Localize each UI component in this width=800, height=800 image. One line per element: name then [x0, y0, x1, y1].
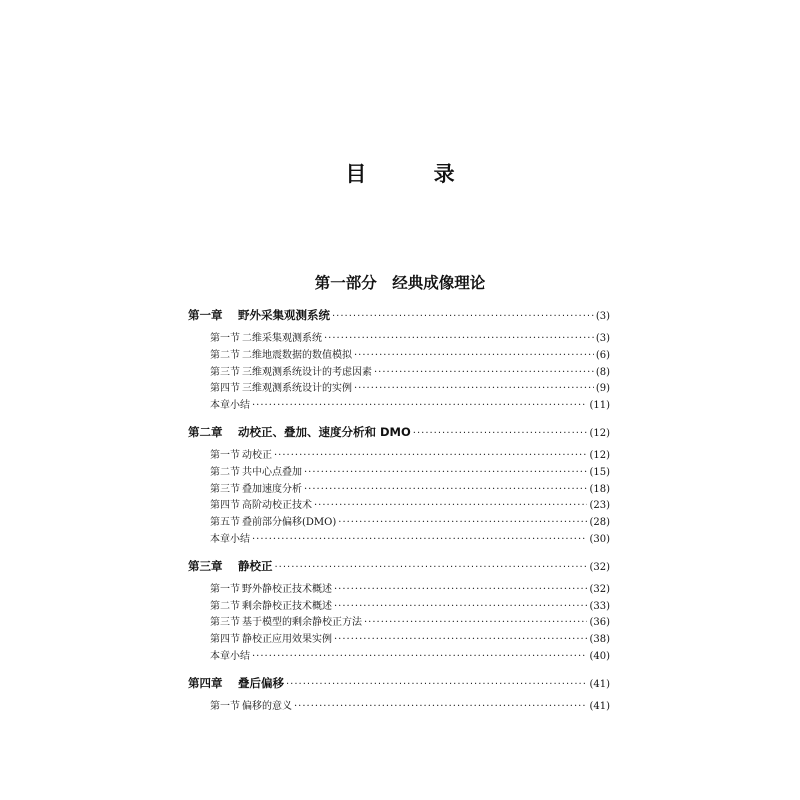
section-title: 本章小结 — [210, 400, 250, 412]
toc-section-entry[interactable] — [188, 398, 610, 415]
section-number: 第二节 — [210, 349, 240, 361]
section-number: 第一节 — [210, 333, 240, 344]
toc-chapter-entry[interactable] — [188, 421, 610, 443]
section-title: 三维观测系统设计的考虑因素 — [242, 366, 372, 378]
chapter-number: 第四章 — [188, 675, 223, 690]
page-number: (9) — [595, 383, 610, 395]
leader-dots — [286, 674, 587, 694]
section-title: 二维采集观测系统 — [242, 333, 322, 344]
section-number: 第一节 — [210, 700, 240, 712]
page-number: (40) — [589, 650, 610, 662]
page-number: (23) — [589, 500, 610, 512]
section-title: 静校正应用效果实例 — [242, 634, 332, 646]
leader-dots — [275, 557, 588, 577]
toc-section-entry[interactable] — [188, 599, 610, 616]
page-number: (32) — [589, 561, 610, 573]
leader-dots — [374, 365, 594, 382]
part-title: 第一部分 经典成像理论 — [314, 274, 486, 292]
page-number: (28) — [589, 517, 610, 529]
chapter-number: 第二章 — [188, 424, 223, 439]
section-number: 第五节 — [210, 517, 240, 529]
table-of-contents — [188, 304, 610, 716]
chapter-title: 静校正 — [238, 558, 273, 573]
page-number: (30) — [589, 533, 610, 545]
section-title: 本章小结 — [210, 650, 250, 662]
page-number: (33) — [589, 600, 610, 612]
leader-dots — [252, 398, 587, 415]
page-number: (41) — [589, 700, 610, 712]
chapter-number: 第三章 — [188, 558, 223, 573]
page-number: (15) — [589, 466, 610, 478]
page-number: (36) — [589, 617, 610, 629]
leader-dots — [354, 348, 594, 365]
chapter-title: 野外采集观测系统 — [238, 308, 330, 322]
toc-section-entry[interactable] — [188, 632, 610, 649]
toc-section-entry[interactable] — [188, 649, 610, 666]
page-number: (11) — [589, 400, 610, 412]
leader-dots — [252, 532, 587, 549]
section-title: 基于模型的剩余静校正方法 — [242, 617, 362, 629]
section-title: 叠前部分偏移(DMO) — [242, 517, 337, 529]
section-title: 剩余静校正技术概述 — [242, 600, 332, 612]
section-number: 第三节 — [210, 366, 240, 378]
section-number: 第一节 — [210, 449, 240, 461]
chapter-title: 动校正、叠加、速度分析和 DMO — [238, 424, 411, 439]
chapter-title: 叠后偏移 — [238, 675, 284, 690]
section-title: 共中心点叠加 — [242, 466, 302, 478]
section-title: 三维观测系统设计的实例 — [242, 383, 352, 395]
toc-section-entry[interactable] — [188, 348, 610, 365]
toc-section-entry[interactable] — [188, 699, 610, 716]
leader-dots — [364, 615, 587, 632]
toc-section-entry[interactable] — [188, 582, 610, 599]
leader-dots — [334, 599, 587, 616]
chapter-number: 第一章 — [188, 308, 223, 322]
toc-section-entry[interactable] — [188, 482, 610, 499]
section-title: 叠加速度分析 — [242, 483, 302, 495]
toc-chapter-entry[interactable] — [188, 672, 610, 694]
leader-dots — [274, 448, 587, 465]
section-title: 偏移的意义 — [242, 700, 292, 712]
toc-chapter-entry[interactable] — [188, 555, 610, 577]
section-title: 动校正 — [242, 449, 272, 461]
section-number: 第四节 — [210, 500, 240, 512]
section-number: 第四节 — [210, 634, 240, 646]
leader-dots — [338, 515, 587, 532]
leader-dots — [314, 498, 587, 515]
section-title: 本章小结 — [210, 533, 250, 545]
section-title: 二维地震数据的数值模拟 — [242, 349, 352, 361]
section-number: 第二节 — [210, 466, 240, 478]
toc-section-entry[interactable] — [188, 465, 610, 482]
toc-section-entry[interactable] — [188, 365, 610, 382]
section-title: 高阶动校正技术 — [242, 500, 312, 512]
page-number: (6) — [595, 349, 610, 361]
leader-dots — [252, 649, 587, 666]
toc-section-entry[interactable] — [188, 498, 610, 515]
toc-chapter-entry[interactable] — [188, 304, 610, 326]
page-number: (3) — [595, 311, 610, 322]
page-number: (8) — [595, 366, 610, 378]
page-number: (18) — [589, 483, 610, 495]
page-number: (12) — [589, 449, 610, 461]
section-number: 第三节 — [210, 617, 240, 629]
toc-section-entry[interactable] — [188, 448, 610, 465]
leader-dots — [334, 582, 587, 599]
section-number: 第四节 — [210, 383, 240, 395]
page-number: (41) — [589, 678, 610, 690]
page-number: (38) — [589, 634, 610, 646]
leader-dots — [304, 465, 587, 482]
section-number: 第一节 — [210, 583, 240, 595]
leader-dots — [332, 306, 594, 326]
toc-section-entry[interactable] — [188, 381, 610, 398]
leader-dots — [354, 381, 594, 398]
page-title: 目 录 — [345, 161, 485, 186]
section-number: 第二节 — [210, 600, 240, 612]
leader-dots — [294, 699, 587, 716]
toc-section-entry[interactable] — [188, 515, 610, 532]
toc-section-entry[interactable] — [188, 615, 610, 632]
section-number: 第三节 — [210, 483, 240, 495]
leader-dots — [324, 331, 594, 348]
page-number: (12) — [589, 427, 610, 439]
page-number: (32) — [589, 583, 610, 595]
leader-dots — [304, 482, 587, 499]
leader-dots — [413, 423, 588, 443]
section-title: 野外静校正技术概述 — [242, 583, 332, 595]
page-number: (3) — [595, 333, 610, 344]
leader-dots — [334, 632, 587, 649]
toc-section-entry[interactable] — [188, 532, 610, 549]
toc-section-entry[interactable] — [188, 331, 610, 348]
